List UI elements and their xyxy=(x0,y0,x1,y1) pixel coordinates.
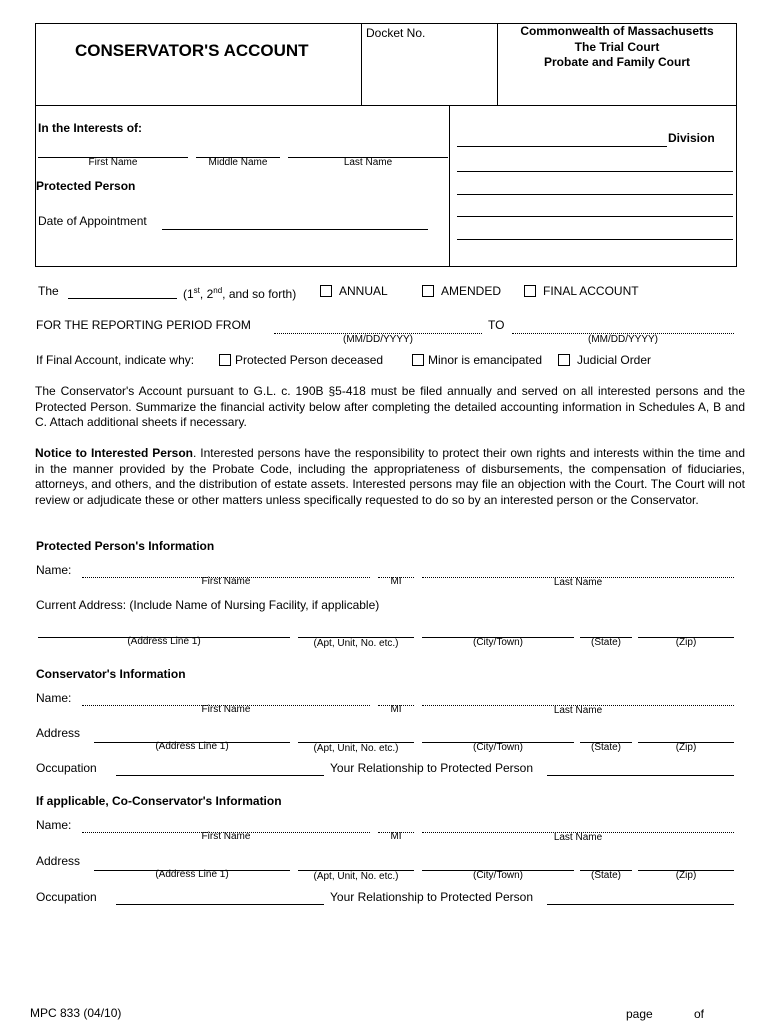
cons-relationship-line[interactable] xyxy=(547,775,734,776)
amended-label: AMENDED xyxy=(441,284,502,298)
period-to-hint: (MM/DD/YYYY) xyxy=(588,334,658,345)
cons-name-label: Name: xyxy=(36,691,72,705)
judicial-order-checkbox[interactable] xyxy=(558,354,570,366)
ordinal-st: st xyxy=(193,286,200,295)
pp-addr1-caption: (Address Line 1) xyxy=(127,636,201,647)
co-first-name-caption: First Name xyxy=(201,831,251,842)
the-label: The xyxy=(38,284,59,298)
ordinal-hint-tail: , and so forth) xyxy=(222,287,297,301)
pp-first-name-caption: First Name xyxy=(201,576,251,587)
last-name-caption: Last Name xyxy=(343,157,393,168)
page-total-field[interactable] xyxy=(712,1006,742,1020)
cons-zip-caption: (Zip) xyxy=(675,742,697,753)
period-from-hint: (MM/DD/YYYY) xyxy=(343,334,413,345)
interests-label: In the Interests of: xyxy=(38,121,143,135)
pp-name-label: Name: xyxy=(36,563,72,577)
cons-occupation-label: Occupation xyxy=(36,761,97,775)
pp-mi-caption: MI xyxy=(390,576,402,587)
protected-info-heading: Protected Person's Information xyxy=(36,539,215,553)
co-last-name-caption: Last Name xyxy=(553,832,603,843)
page-of-label: of xyxy=(694,1007,705,1021)
co-occupation-label: Occupation xyxy=(36,890,97,904)
emancipated-label: Minor is emancipated xyxy=(428,353,543,367)
docket-label: Docket No. xyxy=(366,26,426,40)
cons-first-name-caption: First Name xyxy=(201,704,251,715)
co-occupation-line[interactable] xyxy=(116,904,324,905)
cons-address-label: Address xyxy=(36,726,81,740)
cons-occupation-line[interactable] xyxy=(116,775,324,776)
header-bottom-rule xyxy=(35,105,737,106)
cons-city-caption: (City/Town) xyxy=(472,742,523,753)
page-label: page xyxy=(626,1007,653,1021)
court-line-1: Commonwealth of Massachusetts xyxy=(520,24,714,38)
deceased-label: Protected Person deceased xyxy=(235,353,384,367)
pp-state-caption: (State) xyxy=(590,637,621,648)
ordinal-hint-mid: , 2 xyxy=(199,287,214,301)
division-line[interactable] xyxy=(457,146,667,147)
cons-addr1-caption: (Address Line 1) xyxy=(155,741,229,752)
court-address-line-3[interactable] xyxy=(457,216,733,217)
co-mi-caption: MI xyxy=(390,831,402,842)
notice-heading: Notice to Interested Person xyxy=(35,446,193,460)
cons-apt-caption: (Apt, Unit, No. etc.) xyxy=(313,743,399,754)
date-of-appointment-label: Date of Appointment xyxy=(38,214,147,228)
division-label: Division xyxy=(668,131,715,145)
co-state-caption: (State) xyxy=(590,870,621,881)
judicial-order-label: Judicial Order xyxy=(577,353,652,367)
conservator-info-heading: Conservator's Information xyxy=(36,667,186,681)
court-line-2: The Trial Court xyxy=(574,40,660,54)
co-address-label: Address xyxy=(36,854,81,868)
court-address-line-4[interactable] xyxy=(457,239,733,240)
co-relationship-label: Your Relationship to Protected Person xyxy=(330,890,534,904)
annual-label: ANNUAL xyxy=(339,284,388,298)
page-number-field[interactable] xyxy=(658,1006,690,1020)
notice-paragraph xyxy=(35,446,745,508)
co-conservator-info-heading: If applicable, Co-Conservator's Information xyxy=(36,794,282,808)
cons-last-name-caption: Last Name xyxy=(553,705,603,716)
middle-name-caption: Middle Name xyxy=(208,157,268,168)
court-address-line-2[interactable] xyxy=(457,194,733,195)
pp-last-name-caption: Last Name xyxy=(553,577,603,588)
ordinal-nd: nd xyxy=(213,286,223,295)
emancipated-checkbox[interactable] xyxy=(412,354,424,366)
ordinal-hint xyxy=(183,284,296,301)
co-name-label: Name: xyxy=(36,818,72,832)
ordinal-hint-a: (1 xyxy=(183,287,194,301)
final-account-label: FINAL ACCOUNT xyxy=(543,284,639,298)
co-zip-caption: (Zip) xyxy=(675,870,697,881)
co-city-caption: (City/Town) xyxy=(472,870,523,881)
cons-state-caption: (State) xyxy=(590,742,621,753)
amended-checkbox[interactable] xyxy=(422,285,434,297)
period-to-label: TO xyxy=(488,318,505,332)
interests-divider xyxy=(449,105,450,267)
reporting-period-label: FOR THE REPORTING PERIOD FROM xyxy=(36,318,251,332)
date-of-appointment-line[interactable] xyxy=(162,229,428,230)
final-reason-label: If Final Account, indicate why: xyxy=(36,353,195,367)
ordinal-line[interactable] xyxy=(68,298,177,299)
co-relationship-line[interactable] xyxy=(547,904,734,905)
pp-address-label: Current Address: (Include Name of Nursing Facility, if applicable) xyxy=(36,598,380,612)
court-line-3: Probate and Family Court xyxy=(543,55,691,69)
protected-person-label: Protected Person xyxy=(36,179,136,193)
header-divider-1 xyxy=(361,23,362,105)
co-addr1-caption: (Address Line 1) xyxy=(155,869,229,880)
form-title: CONSERVATOR'S ACCOUNT xyxy=(75,41,309,60)
court-address-line-1[interactable] xyxy=(457,171,733,172)
first-name-caption: First Name xyxy=(88,157,138,168)
pp-apt-caption: (Apt, Unit, No. etc.) xyxy=(313,638,399,649)
instructions-paragraph: The Conservator's Account pursuant to G.L. c. 190B §5-418 must be filed annually and served on all interested persons and the Protected Person. Summarize the financial activity below after completing the detailed accounting information in Schedules A, B and C. Attach additional sheets if necessary. xyxy=(35,384,745,430)
annual-checkbox[interactable] xyxy=(320,285,332,297)
header-divider-2 xyxy=(497,23,498,105)
docket-number-field[interactable] xyxy=(366,42,494,100)
cons-mi-caption: MI xyxy=(390,704,402,715)
cons-relationship-label: Your Relationship to Protected Person xyxy=(330,761,534,775)
pp-city-caption: (City/Town) xyxy=(472,637,523,648)
co-apt-caption: (Apt, Unit, No. etc.) xyxy=(313,871,399,882)
pp-zip-caption: (Zip) xyxy=(675,637,697,648)
deceased-checkbox[interactable] xyxy=(219,354,231,366)
notice-body: . Interested persons have the responsibility to protect their own rights and interests within the time and in the manner provided by the Probate Code, including the appropriateness of disbursements, the compensation of fiduciaries, attorneys, and others, and the distribution of estate assets. Interested persons may file an objection with the Court. The Court will not review or adjudicate these or other matters unless specifically requested to do so by an interested person or the Conservator. xyxy=(35,446,745,507)
form-id: MPC 833 (04/10) xyxy=(30,1006,122,1020)
final-account-checkbox[interactable] xyxy=(524,285,536,297)
